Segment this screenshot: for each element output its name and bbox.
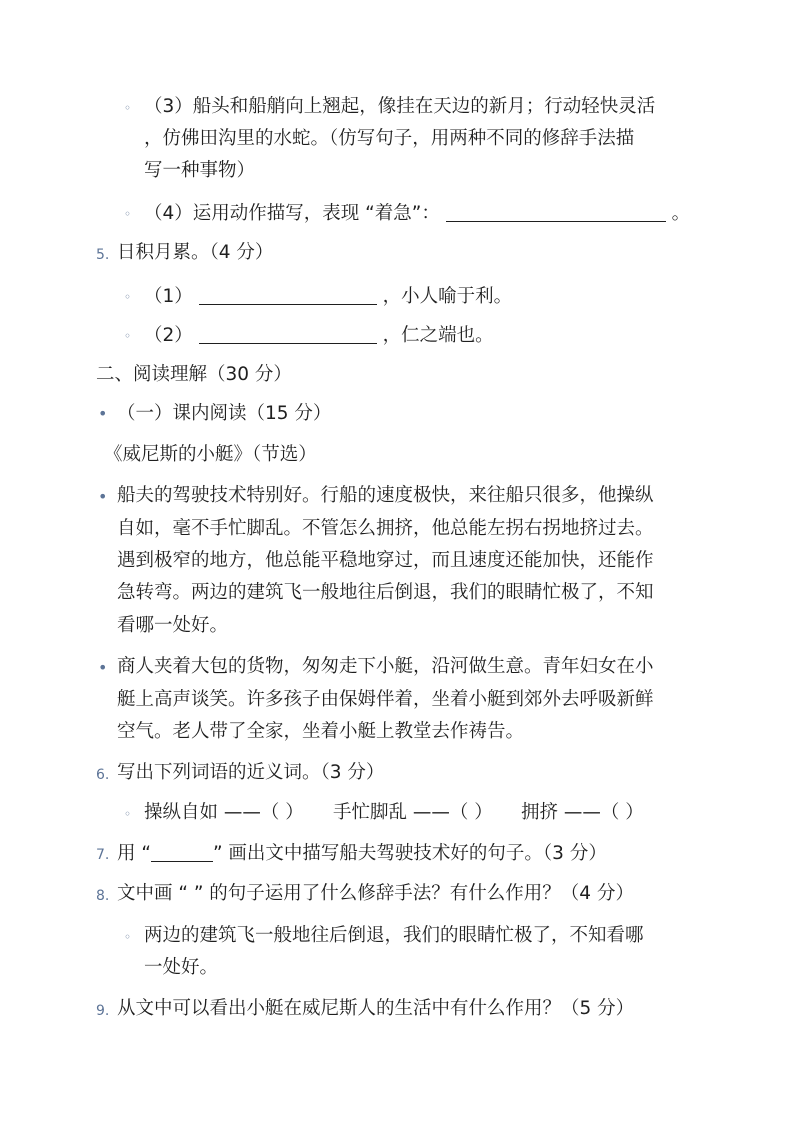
question-item-text: （4）运用动作描写，表现 “着急”： (144, 203, 440, 224)
passage-line: 急转弯。两边的建筑飞一般地往后倒退，我们的眼睛忙极了，不知 (117, 582, 654, 603)
question-number: 5. (96, 247, 110, 263)
list-bullet: • (98, 658, 108, 677)
passage-line: 看哪一处好。 (117, 615, 229, 636)
question-item-text: （3）船头和船艄向上翘起，像挂在天边的新月；行动轻快灵活 (144, 96, 656, 117)
underline-sample (151, 841, 213, 862)
list-bullet: • (98, 487, 108, 506)
passage-line: 商人夹着大包的货物，匆匆走下小艇，沿河做生意。青年妇女在小 (117, 656, 654, 677)
list-bullet: ◦ (124, 930, 132, 944)
answer-blank[interactable] (199, 284, 377, 305)
passage-line: 空气。老人带了全家，坐着小艇上教堂去作祷告。 (117, 721, 525, 742)
list-bullet: ◦ (124, 207, 132, 221)
synonym-word: 手忙脚乱 ——（ ） (333, 802, 493, 823)
question-number: 8. (96, 888, 110, 904)
passage-line: 自如，毫不手忙脚乱。不管怎么拥挤，他总能左拐右拐地挤过去。 (117, 518, 654, 539)
question-item (144, 284, 512, 309)
question-item-suffix: 。 (671, 203, 691, 224)
question-text: ” 画出文中描写船夫驾驶技术好的句子。（3 分） (212, 843, 607, 864)
passage-title: 《威尼斯的小艇》（节选） (104, 444, 317, 465)
synonym-word: 操纵自如 ——（ ） (144, 802, 304, 823)
quoted-sentence: 一处好。 (144, 957, 219, 978)
quoted-sentence: 两边的建筑飞一般地往后倒退，我们的眼睛忙极了，不知看哪 (144, 925, 644, 946)
question-item-text: ，仿佛田沟里的水蛇。（仿写句子，用两种不同的修辞手法描 (144, 128, 635, 149)
question-title: 写出下列词语的近义词。（3 分） (117, 762, 385, 783)
question-title: 文中画 “ ” 的句子运用了什么修辞手法？有什么作用？（4 分） (117, 883, 634, 904)
question-item-prefix: （1） (144, 286, 193, 307)
question-title (117, 841, 607, 866)
answer-blank[interactable] (446, 201, 666, 222)
question-title: 从文中可以看出小艇在威尼斯人的生活中有什么作用？（5 分） (117, 998, 635, 1019)
question-text: 用 “ (117, 843, 151, 864)
question-item-text: ，仁之端也。 (382, 325, 494, 346)
question-item-prefix: （2） (144, 325, 193, 346)
question-number: 9. (96, 1003, 110, 1019)
passage-line: 船夫的驾驶技术特别好。行船的速度极快，来往船只很多，他操纵 (117, 485, 654, 506)
passage-line: 遇到极窄的地方，他总能平稳地穿过，而且速度还能加快，还能作 (117, 550, 654, 571)
list-bullet: ◦ (124, 807, 132, 821)
list-bullet: ◦ (124, 101, 132, 115)
question-item (144, 201, 690, 226)
section-heading: 二、阅读理解（30 分） (96, 364, 292, 385)
question-number: 6. (96, 767, 110, 783)
passage-line: 艇上高声谈笑。许多孩子由保姆伴着，坐着小艇到郊外去呼吸新鲜 (117, 689, 654, 710)
question-number: 7. (96, 847, 110, 863)
question-item-text: ，小人喻于利。 (382, 286, 513, 307)
synonym-word: 拥挤 ——（ ） (521, 802, 644, 823)
subsection-heading: （一）课内阅读（15 分） (117, 403, 332, 424)
question-item (144, 323, 494, 348)
list-bullet: ◦ (124, 290, 132, 304)
list-bullet: ◦ (124, 329, 132, 343)
answer-blank[interactable] (199, 323, 377, 344)
question-title: 日积月累。（4 分） (117, 242, 274, 263)
question-item-text: 写一种事物） (144, 160, 256, 181)
list-bullet: • (98, 404, 108, 423)
